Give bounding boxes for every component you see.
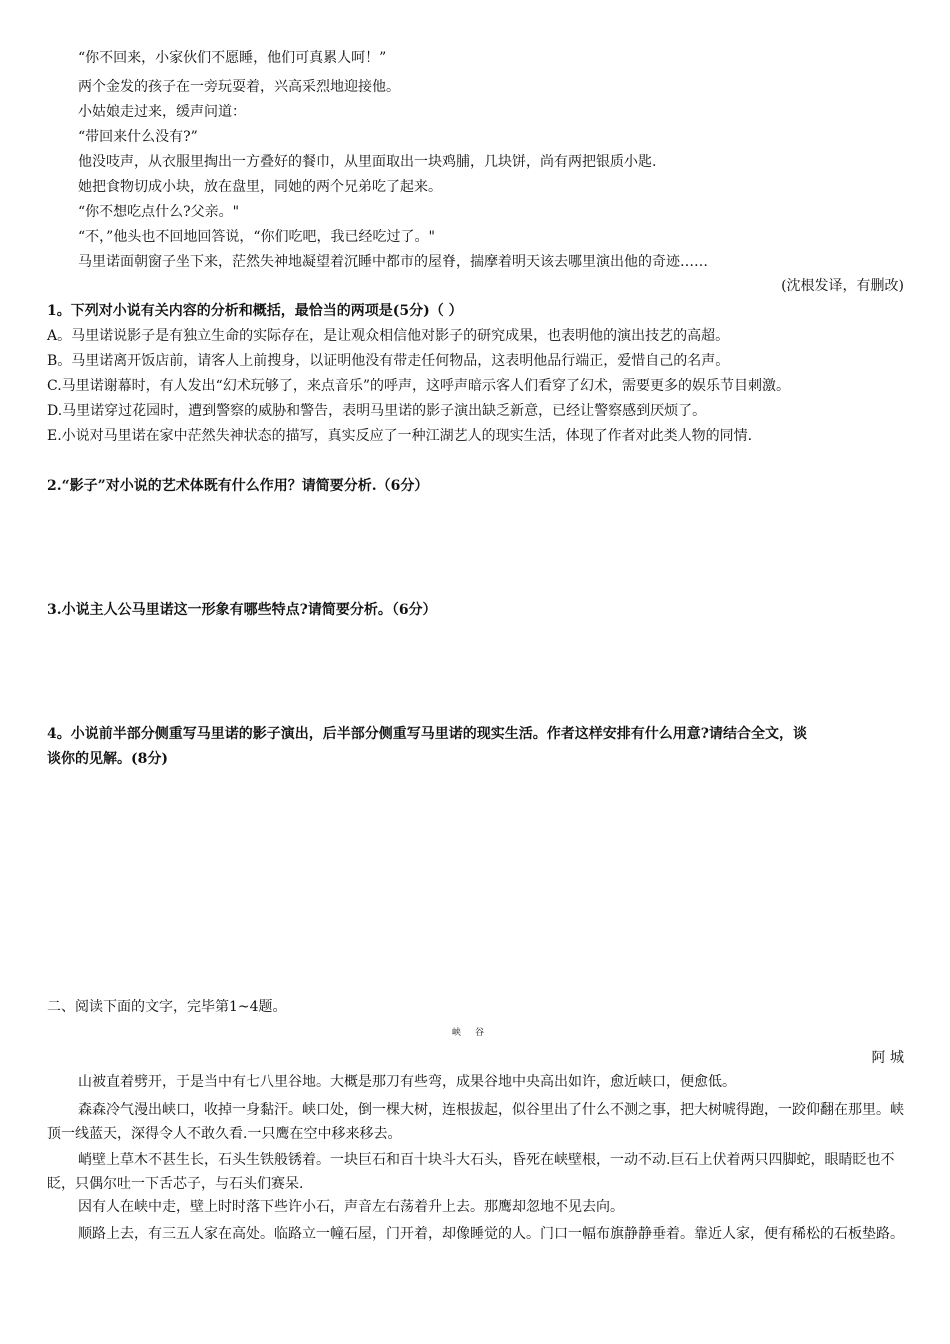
story-line-4: “带回来什么没有?” [78,129,198,145]
story-line-2: 两个金发的孩子在一旁玩耍着，兴高采烈地迎接他。 [78,79,400,95]
question-4-line-1: 4。小说前半部分侧重写马里诺的影子演出，后半部分侧重写马里诺的现实生活。作者这样安排有什么用意?请结合全文，谈 [47,726,807,742]
question-2: 2.“影子”对小说的艺术体既有什么作用？请简要分析.（6分） [47,478,429,494]
story-line-1: “你不回来，小家伙们不愿睡，他们可真累人呵！” [78,50,387,66]
section-2-heading: 二、阅读下面的文字，完毕第1~4题。 [47,999,287,1015]
passage-paragraph-5: 顺路上去，有三五人家在高处。临路立一幢石屋，门开着，却像睡觉的人。门口一幅布旗静静垂着。靠近人家，便有稀松的石板垫路。 [78,1226,904,1242]
story-line-3: 小姑娘走过来，缓声问道： [78,104,246,120]
question-4-line-2: 谈你的见解。(8分) [47,751,168,767]
passage-paragraph-2: 森森冷气漫出峡口，收掉一身黏汗。峡口处，倒一棵大树，连根拔起，似谷里出了什么不测之事，把大树唬得跑，一跤仰翻在那里。峡顶一线蓝天，深得令人不敢久看.一只鹰在空中移来移去。 [47,1102,904,1142]
passage-paragraph-1: 山被直着劈开，于是当中有七八里谷地。大概是那刀有些弯，成果谷地中央高出如许，愈近峡口，便愈低。 [78,1074,736,1090]
story-line-9: 马里诺面朝窗子坐下来，茫然失神地凝望着沉睡中都市的屋脊，揣摩着明天该去哪里演出他的奇迹…… [78,254,708,270]
passage-paragraph-4: 因有人在峡中走，壁上时时落下些许小石，声音左右荡着升上去。那鹰却忽地不见去向。 [78,1199,624,1215]
story-line-8: “不，”他头也不回地回答说，“你们吃吧，我已经吃过了。" [78,229,435,245]
story-line-5: 他没吱声，从衣服里掏出一方叠好的餐巾，从里面取出一块鸡脯，几块饼，尚有两把银质小匙. [78,154,657,170]
story-line-6: 她把食物切成小块，放在盘里，同她的两个兄弟吃了起来。 [78,179,442,195]
question-1-option-e: E.小说对马里诺在家中茫然失神状态的描写，真实反应了一种江湖艺人的现实生活，体现了作者对此类人物的同情. [47,428,753,444]
question-1-option-a: A。马里诺说影子是有独立生命的实际存在，是让观众相信他对影子的研究成果，也表明他的演出技艺的高超。 [47,328,730,344]
passage-author: 阿 城 [871,1050,904,1066]
question-1-option-d: D.马里诺穿过花园时，遭到警察的威胁和警告，表明马里诺的影子演出缺乏新意，已经让警察感到厌烦了。 [47,403,707,419]
question-1-option-c: C.马里诺谢幕时，有人发出“幻术玩够了，来点音乐”的呼声，这呼声暗示客人们看穿了幻术，需要更多的娱乐节目刺激。 [47,378,790,394]
passage-paragraph-3: 峭壁上草木不甚生长，石头生铁般锈着。一块巨石和百十块斗大石头，昏死在峡壁根，一动不动.巨石上伏着两只四脚蛇，眼睛眨也不眨，只偶尔吐一下舌芯子，与石头们赛呆. [47,1152,895,1192]
story-line-7: “你不想吃点什么?父亲。" [78,204,240,220]
passage-title: 峡谷 [451,1028,498,1038]
translation-source: (沈根发译，有删改) [781,278,904,294]
question-3: 3.小说主人公马里诺这一形象有哪些特点?请简要分析。（6分） [47,602,437,618]
question-1-option-b: B。马里诺离开饭店前，请客人上前搜身，以证明他没有带走任何物品，这表明他品行端正，爱惜自己的名声。 [47,353,730,369]
question-1-stem: 1。下列对小说有关内容的分析和概括，最恰当的两项是(5分)（ ） [47,303,463,319]
